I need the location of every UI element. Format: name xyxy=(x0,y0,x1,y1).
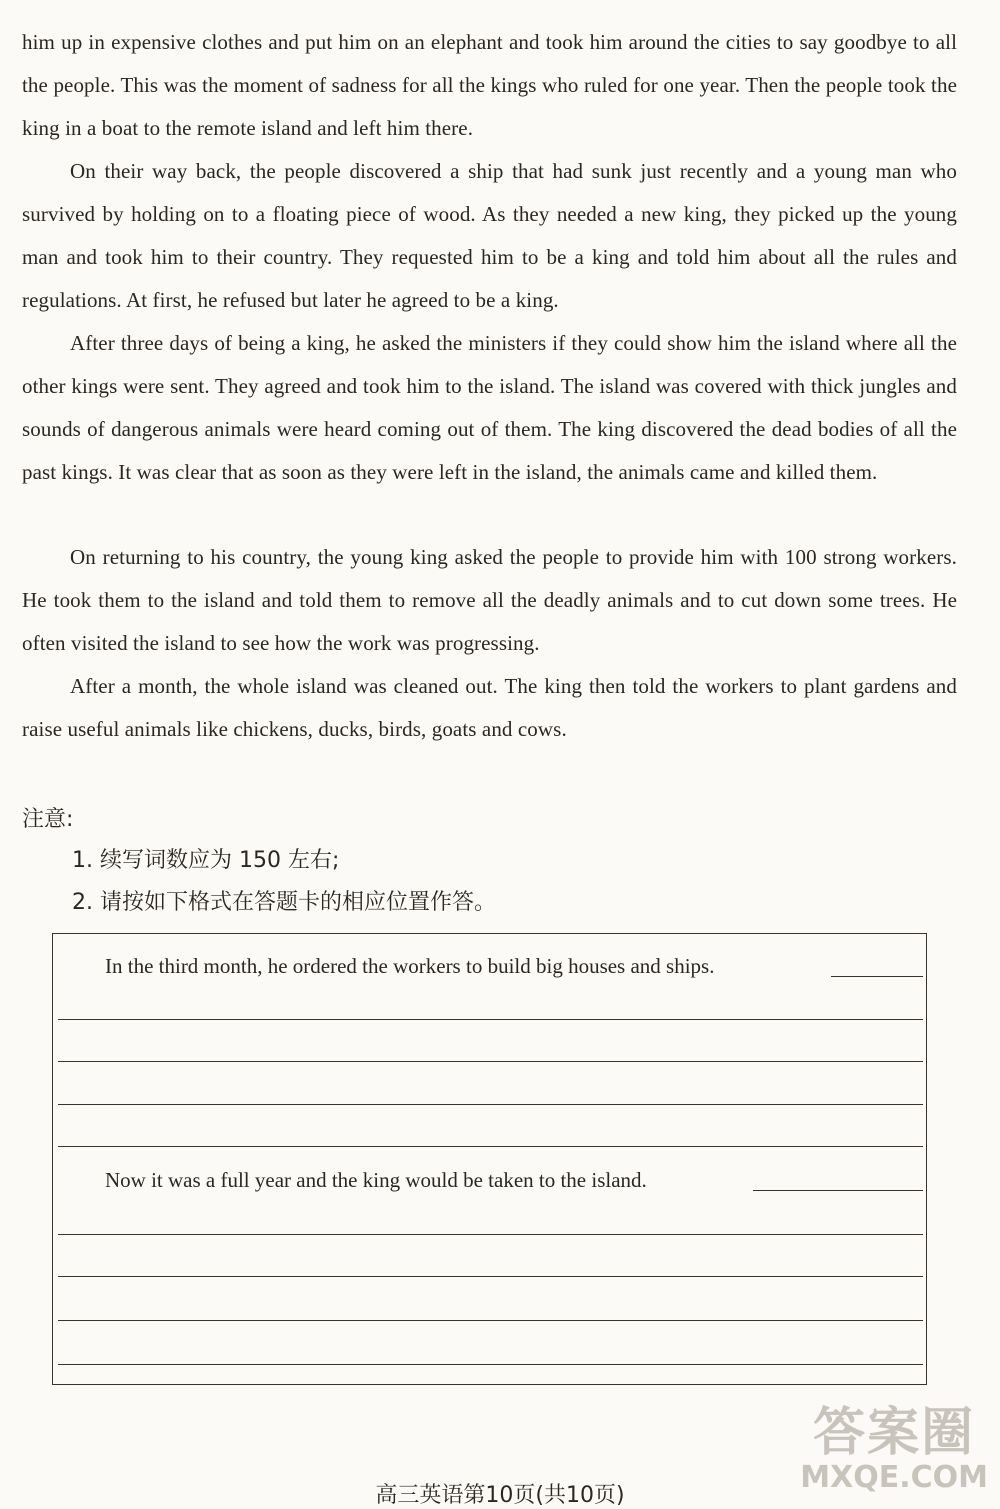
watermark-url: MXQE.COM xyxy=(800,1460,988,1495)
paragraph-1: him up in expensive clothes and put him on an elephant and took him around the cities to say goodbye to all the people. This was the moment of sadness for all the kings who ruled for one year. Then the people took the king in a boat to the remote island and left him there. xyxy=(22,30,957,140)
answer-line[interactable] xyxy=(58,1364,923,1365)
paragraph-3: After three days of being a king, he asked the ministers if they could show him the island where all the other kings were sent. They agreed and took him to the island. The island was covered with thick jungles and sounds of dangerous animals were heard coming out of them. The king discovered the dead bodies of all the past kings. It was clear that as soon as they were left in the island, the animals came and killed them. xyxy=(22,331,957,484)
answer-line[interactable] xyxy=(58,1104,923,1105)
answer-line[interactable] xyxy=(58,1146,923,1147)
answer-blank-1[interactable] xyxy=(831,976,923,977)
paragraph-2: On their way back, the people discovered a ship that had sunk just recently and a young man who survived by holding on to a floating piece of wood. As they needed a new king, they picked up the young man and took him to their country. They requested him to be a king and told him about all the rules and regulations. At first, he refused but later he agreed to be a king. xyxy=(22,159,957,312)
watermark-brand: 答案圈 xyxy=(813,1403,976,1463)
answer-blank-2[interactable] xyxy=(753,1190,923,1191)
answer-line[interactable] xyxy=(58,1320,923,1321)
note-item-2: 2. 请按如下格式在答题卡的相应位置作答。 xyxy=(72,890,496,915)
continuation-prompt-1: In the third month, he ordered the workers to build big houses and ships. xyxy=(105,954,715,978)
notes-title: 注意: xyxy=(22,807,74,832)
answer-line[interactable] xyxy=(58,1276,923,1277)
note-item-1: 1. 续写词数应为 150 左右; xyxy=(72,848,340,873)
answer-line[interactable] xyxy=(58,1234,923,1235)
answer-line[interactable] xyxy=(58,1019,923,1020)
continuation-prompt-2: Now it was a full year and the king would be taken to the island. xyxy=(105,1168,647,1192)
paragraph-4: On returning to his country, the young king asked the people to provide him with 100 strong workers. He took them to the island and told them to remove all the deadly animals and to cut down some trees. He often visited the island to see how the work was progressing. xyxy=(22,545,957,655)
paragraph-5: After a month, the whole island was cleaned out. The king then told the workers to plant gardens and raise useful animals like chickens, ducks, birds, goats and cows. xyxy=(22,674,957,741)
answer-line[interactable] xyxy=(58,1061,923,1062)
page-footer: 高三英语第10页(共10页) xyxy=(375,1483,625,1508)
answer-box xyxy=(52,933,927,1385)
